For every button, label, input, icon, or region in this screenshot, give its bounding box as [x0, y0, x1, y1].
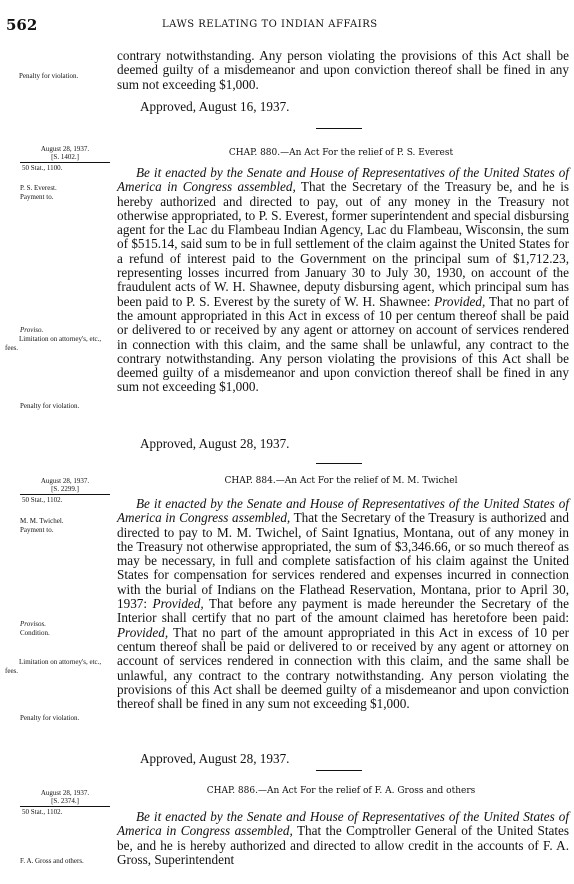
- chap884-margin-condition: Condition.: [20, 629, 50, 637]
- chap886-date: August 28, 1937.: [40, 789, 90, 797]
- chap884-margin-penalty: Penalty for violation.: [20, 714, 80, 722]
- chap884-text-3: That no part of the amount appropriated in this Act in excess of 10 per centum thereof shall be paid or delivered to or received by any agent or attorney on account of services rendered in connection with this claim, and the same shall be unlawful, any contract to the contrary notwithstanding. Any person violating the provisions of this Act shall be deemed guilty of a misdemeanor and upon conviction thereof shall be fined in any sum not exceeding $1,000.: [117, 624, 569, 712]
- chap880-date: August 28, 1937.: [40, 145, 90, 153]
- separator-rule: [316, 463, 362, 464]
- chap886-margin-name: F. A. Gross and others.: [20, 857, 84, 865]
- chap884-provided-2: Provided,: [117, 624, 169, 640]
- chap884-heading: CHAP. 884.—An Act For the relief of M. M. Twichel: [224, 476, 458, 486]
- chap884-bill: [S. 2299.]: [51, 485, 79, 493]
- chap880-text-2: That no part of the amount appropriated in this Act in excess of 10 per centum thereof shall be paid or delivered to or received by any agent or attorney on account of services rendered in connection with this claim, and the same shall be unlawful, any contract to the contrary notwithstanding. Any person violating the provisions of this Act shall be deemed guilty of a misdemeanor and upon conviction thereof shall be fined in any sum not exceeding $1,000.: [117, 293, 570, 395]
- chap880-rule: [20, 162, 110, 163]
- approved-chap880: Approved, August 28, 1937.: [140, 436, 290, 451]
- chap880-bill: [S. 1402.]: [51, 153, 79, 161]
- chap880-text-1: That the Secretary of the Treasury be, and he is hereby authorized and directed to pay, out of any money in the Treasury not otherwise appropriated, to P. S. Everest, former superintendent and special disbursing agent for the Lac du Flambeau Indian Agency, Lac du Flambeau, Wisconsin, the sum of $515.14, said sum to be in full settlement of the claim against the United States for a refund of interest paid to the Government on the principal sum of $1,712.23, representing losses incurred from January 30 to July 30, 1930, on account of the fraudulent acts of W. H. Shawnee, deputy disbursing agent, which principal sum has been paid to P. S. Everest by the surety of W. H. Shawnee:: [117, 179, 569, 309]
- chap884-date: August 28, 1937.: [40, 477, 90, 485]
- chap886-stat: 50 Stat., 1102.: [22, 808, 63, 816]
- chap884-provided-1: Provided,: [152, 596, 204, 612]
- chap886-heading: CHAP. 886.—An Act For the relief of F. A. Gross and others: [206, 786, 476, 796]
- chap886-date-block: [20, 789, 110, 816]
- chap880-paragraph: [117, 166, 569, 395]
- chap880-margin-limitation: Limitation on attorney's, etc., fees.: [5, 335, 102, 352]
- chap880-stat: 50 Stat., 1100.: [22, 164, 63, 172]
- chap886-enacting-clause: Be it enacted by the Senate and House of Representatives of the United States of America in Congress assembled,: [117, 809, 569, 839]
- chap884-paragraph: [117, 497, 569, 711]
- chap884-margin-name: M. M. Twichel.: [20, 517, 64, 525]
- chap880-margin-payment: Payment to.: [20, 193, 54, 201]
- chap880-body: [117, 166, 569, 395]
- approved-top: Approved, August 16, 1937.: [140, 99, 290, 114]
- chap884-rule: [20, 494, 110, 495]
- chap884-margin-payment: Payment to.: [20, 526, 54, 534]
- chap884-body: [117, 497, 569, 711]
- approved-chap884: Approved, August 28, 1937.: [140, 751, 290, 766]
- chap886-text-1: That the Comptroller General of the United States be, and he is hereby authorized and directed to allow credit in the accounts of F. A. Gross, Superintendent: [117, 823, 569, 867]
- chap880-margin-name: P. S. Everest.: [20, 184, 57, 192]
- chap884-text-1: That the Secretary of the Treasury is authorized and directed to pay to M. M. Twichel, of Saint Ignatius, Montana, out of any money in the Treasury not otherwise appropriated, the sum of $3,346.66, or so much thereof as may be necessary, in full and complete satisfaction of his claim against the United States for compensation for services rendered and expenses incurred in connection with the burial of Indians on the Flathead Reservation, Montana, prior to April 30, 1937:: [117, 510, 569, 612]
- chap884-margin-provisos: Provisos.: [20, 620, 46, 628]
- page-number: 562: [6, 16, 38, 34]
- separator-rule: [316, 128, 362, 129]
- chap886-body: [117, 810, 569, 867]
- chap886-paragraph: [117, 810, 569, 867]
- chap886-bill: [S. 2374.]: [51, 797, 79, 805]
- chap880-margin-proviso: Proviso.: [20, 326, 44, 334]
- top-paragraph: contrary notwithstanding. Any person violating the provisions of this Act shall be deemed guilty of a misdemeanor and upon conviction thereof shall be fined in any sum not exceeding $1,000.: [117, 48, 569, 92]
- chap880-provided: Provided,: [434, 293, 486, 309]
- chap880-enacting-clause: Be it enacted by the Senate and House of Representatives of the United States of America in Congress assembled,: [117, 165, 569, 195]
- running-head: LAWS RELATING TO INDIAN AFFAIRS: [162, 19, 378, 30]
- top-continuation-text: [117, 49, 569, 92]
- separator-rule: [316, 770, 362, 771]
- margin-note-penalty-top: Penalty for violation.: [19, 72, 79, 80]
- chap886-rule: [20, 806, 110, 807]
- chap880-date-block: [20, 145, 110, 172]
- chap880-heading: CHAP. 880.—An Act For the relief of P. S. Everest: [228, 148, 454, 158]
- chap884-date-block: [20, 477, 110, 504]
- chap880-margin-penalty: Penalty for violation.: [20, 402, 80, 410]
- chap884-enacting-clause: Be it enacted by the Senate and House of Representatives of the United States of America in Congress assembled,: [117, 496, 569, 526]
- chap884-stat: 50 Stat., 1102.: [22, 496, 63, 504]
- chap884-text-2: That before any payment is made hereunder the Secretary of the Interior shall certify that no part of the amount claimed has heretofore been paid:: [117, 596, 569, 626]
- chap884-margin-limitation: Limitation on attorney's, etc., fees.: [5, 658, 102, 675]
